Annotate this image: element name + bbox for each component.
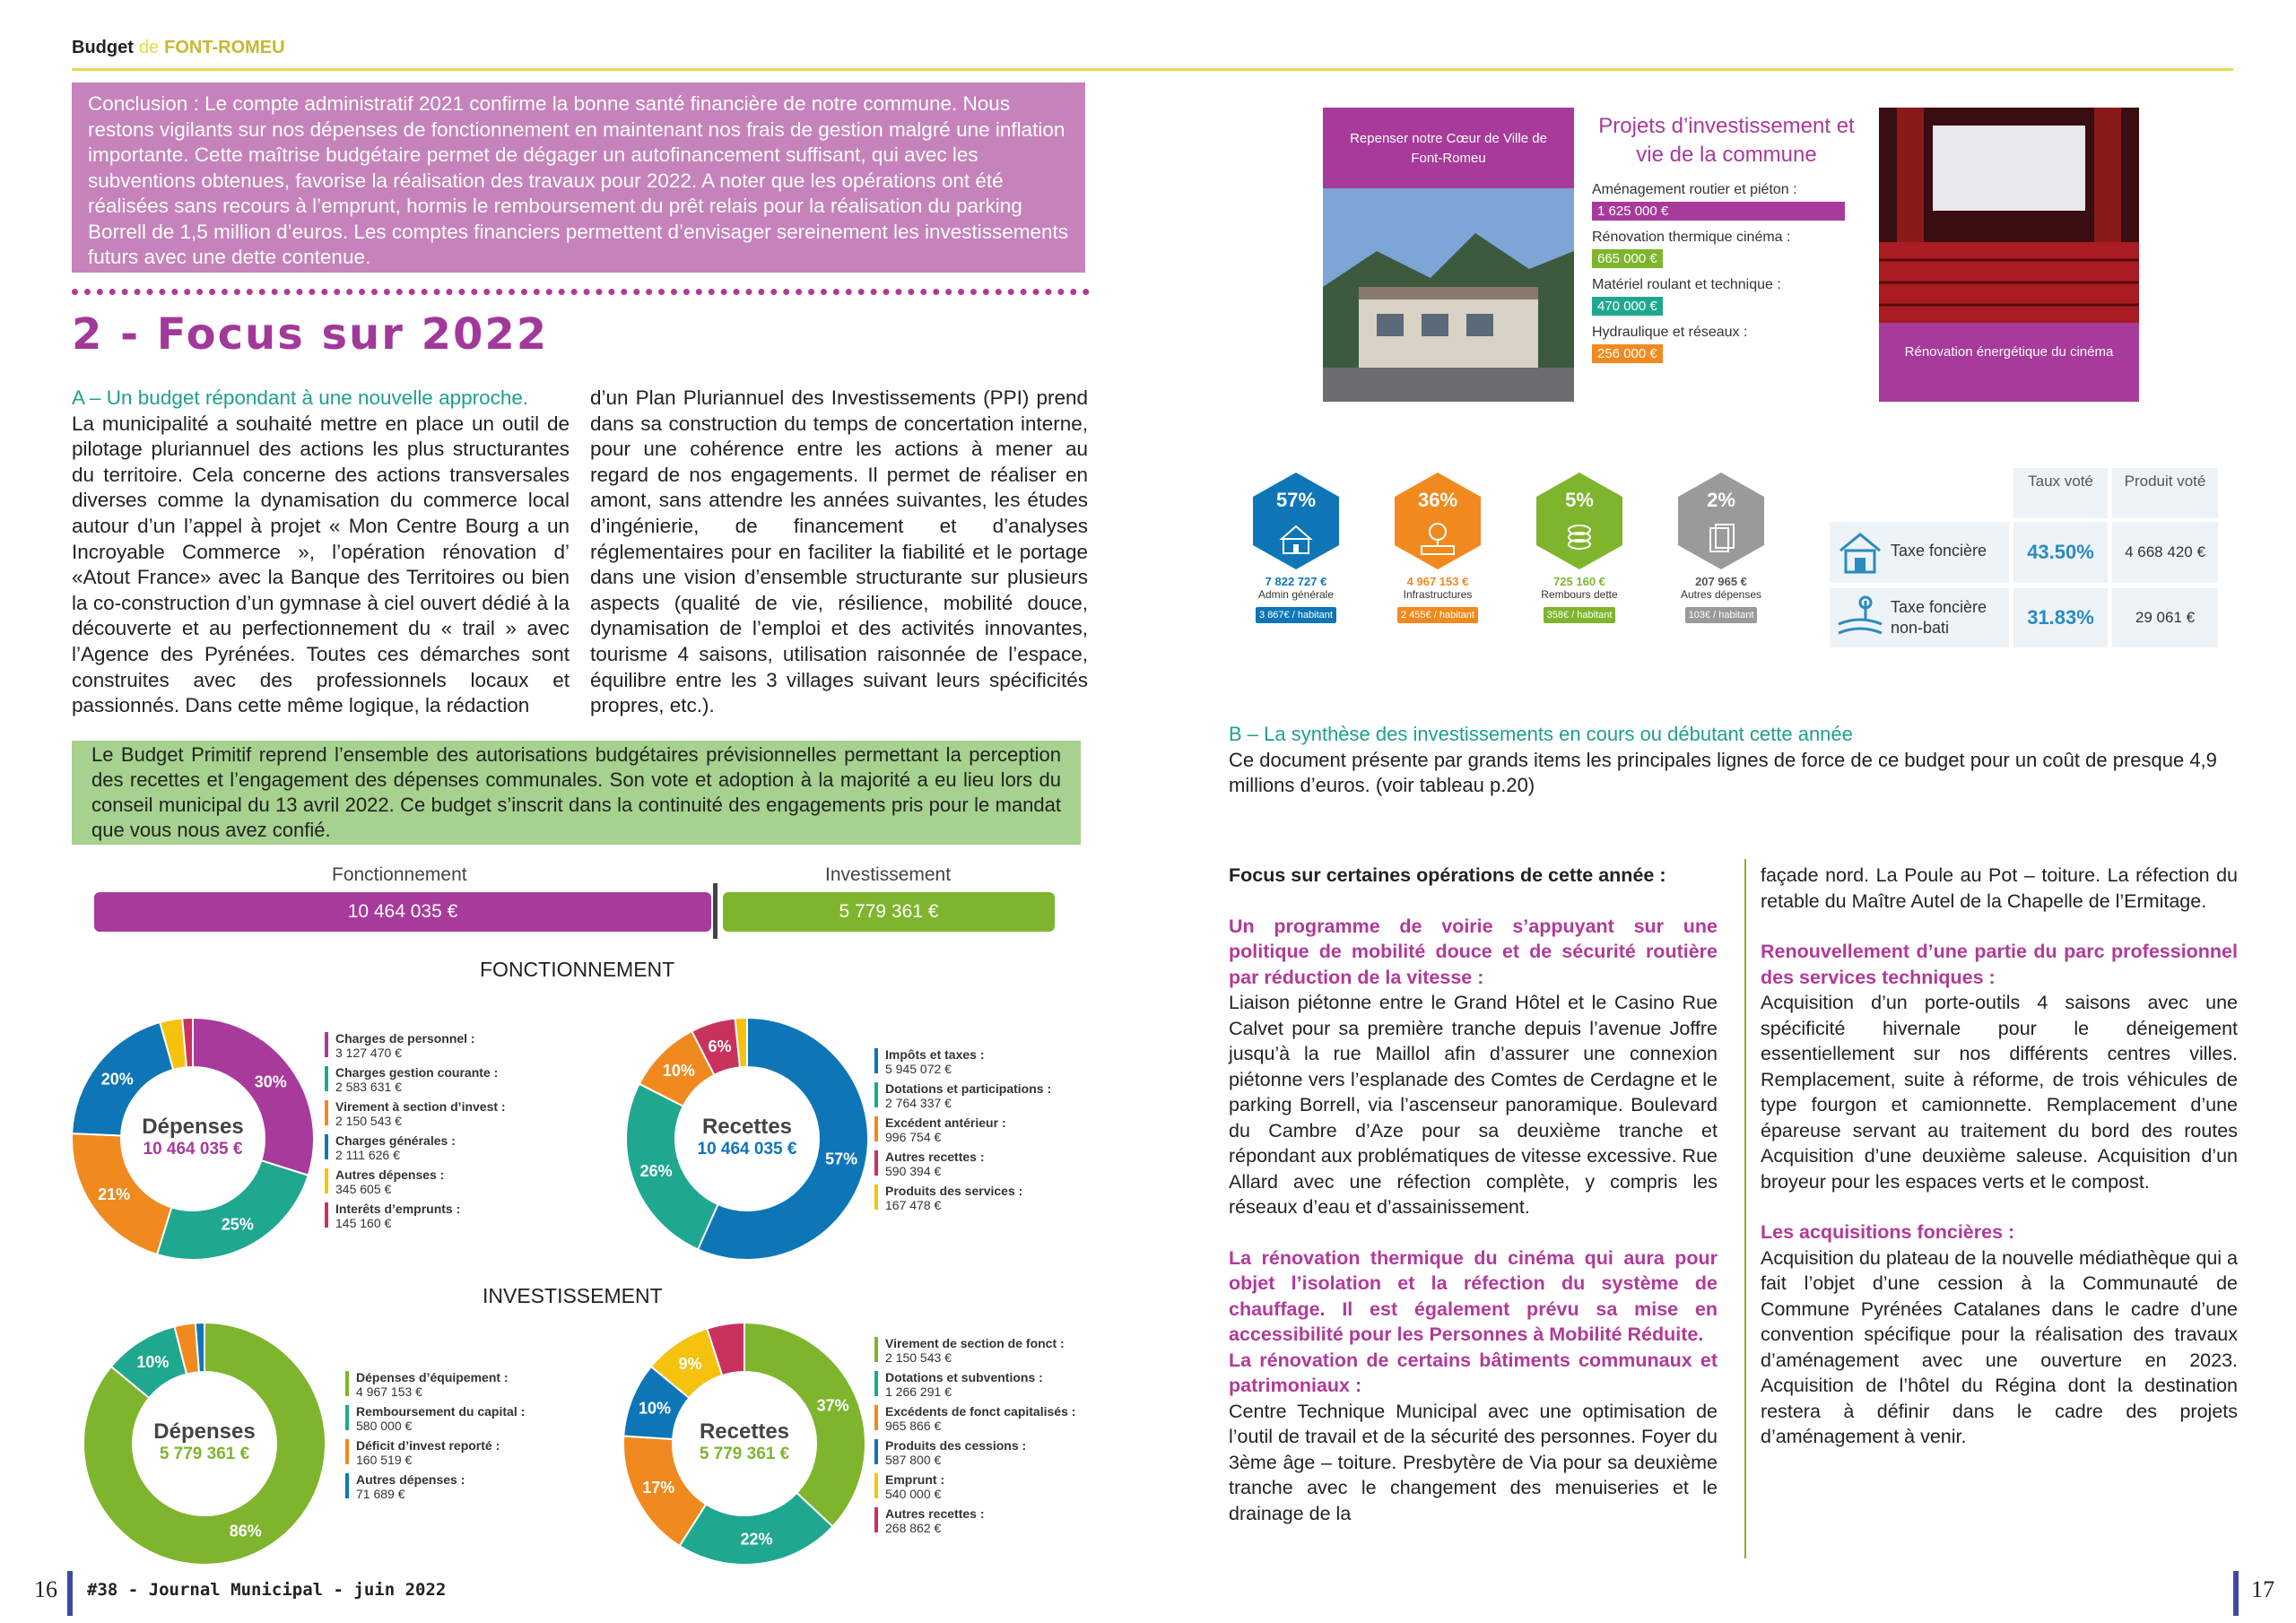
- investissement-title: INVESTISSEMENT: [483, 1284, 663, 1307]
- project-item: [1592, 182, 1861, 221]
- legend-item: [874, 1081, 1090, 1110]
- project-item: [1592, 325, 1861, 363]
- legend-label: Impôts et taxes :: [885, 1047, 985, 1062]
- legend-amount: 587 800 €: [885, 1453, 942, 1467]
- per-habitant-badge: 103€ / habitant: [1685, 607, 1758, 623]
- legend-label: Charges gestion courante :: [335, 1065, 499, 1080]
- focus-cinema-title: La rénovation thermique du cinéma qui aura pour objet l’isolation et la réfection du système de chauffage. Il est également prévu sa mise en accessibilité pour les Personnes à Mobilité Réduite.: [1229, 1246, 1718, 1345]
- header-budget: Budget: [72, 38, 134, 57]
- legend-label: Déficit d’invest reporté :: [356, 1438, 500, 1453]
- page-number-right: 17: [2251, 1576, 2274, 1602]
- legend-item: [325, 1133, 540, 1162]
- legend-amount: 590 394 €: [885, 1164, 942, 1178]
- donut-slice-label: 20%: [100, 1070, 134, 1089]
- legend-fonct-depenses: [325, 1031, 540, 1236]
- page-number-left: 16: [34, 1576, 57, 1602]
- hexagon-pct: 57%: [1275, 489, 1317, 511]
- tax-row-1-name: Taxe foncière: [1891, 542, 1987, 560]
- cinema-caption: Rénovation énergétique du cinéma: [1904, 344, 2114, 360]
- center-total: 10 464 035 €: [143, 1140, 243, 1159]
- legend-label: Autres recettes :: [885, 1150, 985, 1164]
- legend-amount: 4 967 153 €: [356, 1384, 422, 1399]
- tax-col-rate: Taux voté: [2013, 468, 2108, 518]
- coeur-de-ville-caption: Repenser notre Cœur de Ville de Font-Romeu: [1350, 131, 1547, 166]
- donut-slice-label: 6%: [708, 1037, 732, 1055]
- hexagon-amount: 207 965 €: [1695, 575, 1747, 588]
- legend-amount: 580 000 €: [356, 1419, 413, 1433]
- focus-column-2: [1761, 863, 2238, 1450]
- focus-batiments-title: La rénovation de certains bâtiments communaux et patrimoniaux :: [1229, 1349, 1718, 1396]
- part-b-subtitle: B – La synthèse des investissements en cours ou débutant cette année: [1229, 723, 1853, 745]
- header-rule: [72, 68, 2233, 71]
- field-icon: [1835, 594, 1885, 644]
- focus-column-1: [1229, 863, 1718, 1526]
- donut-invest-recettes-center: [668, 1419, 821, 1464]
- donut-slice-label: 9%: [678, 1355, 702, 1374]
- fonct-bar-label: Fonctionnement: [332, 864, 467, 885]
- hexagon-pct: 36%: [1417, 489, 1458, 511]
- donut-slice-label: 57%: [825, 1150, 858, 1168]
- legend-item: [345, 1472, 561, 1501]
- project-item: [1592, 230, 1861, 268]
- legend-amount: 160 519 €: [356, 1453, 413, 1467]
- part-b-text: Ce document présente par grands items les principales lignes de force de ce budget pour un coût de presque 4,9 millions d’euros. (voir tableau p.20): [1229, 748, 2217, 796]
- project-label: Aménagement routier et piéton :: [1592, 182, 1797, 197]
- spending-item: [1521, 471, 1638, 621]
- journal-title: #38 - Journal Municipal - juin 2022: [87, 1580, 447, 1600]
- legend-amount: 2 764 337 €: [885, 1096, 952, 1110]
- legend-label: Interêts d’emprunts :: [335, 1202, 461, 1216]
- hexagon-category: Autres dépenses: [1680, 588, 1762, 601]
- legend-item: [874, 1506, 1094, 1535]
- part-a-column-2: d’un Plan Pluriannuel des Investissements (PPI) prend dans sa construction du temps de concertation interne, pour une cohérence entre les actions à mener au regard de nos engagements. Il permet de réaliser en amont, sans attendre les années suivantes, les études d’ingénierie, de financement et d’analyses réglementaires pour en faciliter la fiabilité et le portage dans une vision d’ensemble structurante sur plusieurs aspects (qualité de vie, résilience, mobilité douce, dynamisation de l’emploi et des activités innovantes, tourisme 4 saisons, utilisation raisonnée de l’espace, équilibre entre les 3 villages suivant leurs spécificités propres, etc.).: [590, 386, 1088, 717]
- house-icon: [1835, 527, 1885, 577]
- tax-row-1-product: 4 668 420 €: [2112, 522, 2218, 583]
- donut-slice-label: 30%: [254, 1072, 287, 1091]
- center-total: 5 779 361 €: [159, 1445, 250, 1463]
- donut-slice-label: 22%: [740, 1530, 773, 1549]
- tax-row-2-name-cell: [1830, 588, 2009, 647]
- donut-slice-label: 26%: [639, 1161, 673, 1180]
- spending-item: [1663, 471, 1779, 621]
- dotted-divider: [72, 289, 1090, 295]
- fonctionnement-title: FONCTIONNEMENT: [480, 958, 675, 981]
- hexagon-category: Admin générale: [1257, 588, 1335, 601]
- donut-slice-label: 17%: [642, 1478, 675, 1497]
- projects-title: Projets d’investissement et vie de la commune: [1598, 114, 1855, 167]
- part-a-column-1: [72, 386, 570, 719]
- donut-fonct-depenses-center: [117, 1115, 269, 1159]
- legend-label: Excédents de fonct capitalisés :: [885, 1404, 1076, 1419]
- legend-item: [325, 1065, 540, 1094]
- legend-item: [325, 1167, 540, 1196]
- part-a-subtitle: A – Un budget répondant à une nouvelle approche.: [72, 386, 529, 409]
- legend-amount: 2 150 543 €: [885, 1350, 952, 1365]
- town-photo: [1323, 188, 1574, 402]
- tax-row-1-rate: 43.50%: [2013, 522, 2108, 583]
- footer-bar-left: [67, 1571, 73, 1616]
- donut-slice-label: 21%: [98, 1185, 131, 1203]
- donut-slice-label: 10%: [639, 1399, 672, 1418]
- donut-slice-label: 37%: [816, 1396, 849, 1415]
- legend-label: Produits des services :: [885, 1184, 1023, 1198]
- spending-item: [1379, 471, 1496, 621]
- center-title: Dépenses: [142, 1115, 244, 1139]
- bar-separator: [713, 883, 718, 939]
- per-habitant-badge: 2 455€ / habitant: [1397, 607, 1478, 623]
- project-amount: 470 000 €: [1592, 297, 1663, 316]
- footer-bar-right: [2233, 1571, 2239, 1616]
- center-title: Recettes: [701, 1115, 793, 1139]
- legend-amount: 2 111 626 €: [335, 1148, 400, 1162]
- project-amount: 256 000 €: [1592, 344, 1663, 363]
- hexagon-amount: 725 160 €: [1553, 575, 1605, 588]
- legend-label: Autres dépenses :: [335, 1167, 445, 1182]
- projects-items: [1592, 182, 1861, 363]
- project-amount: 1 625 000 €: [1592, 202, 1845, 221]
- legend-amount: 1 266 291 €: [885, 1384, 952, 1399]
- focus-voirie-title: Un programme de voirie s’appuyant sur une politique de mobilité douce et de sécurité routière par réduction de la vitesse :: [1229, 915, 1718, 988]
- legend-item: [874, 1184, 1090, 1212]
- project-label: Hydraulique et réseaux :: [1592, 325, 1748, 340]
- legend-amount: 345 605 €: [335, 1182, 392, 1196]
- section-title-text: 2 - Focus sur 2022: [72, 309, 549, 360]
- legend-item: [345, 1370, 561, 1399]
- fonct-total-bar: 10 464 035 €: [94, 892, 711, 932]
- legend-item: [874, 1336, 1094, 1365]
- tax-row-1-name-cell: [1830, 522, 2009, 583]
- legend-label: Dépenses d’équipement :: [356, 1370, 509, 1384]
- legend-item: [325, 1031, 540, 1060]
- center-title: Dépenses: [153, 1419, 256, 1444]
- legend-invest-recettes: [874, 1336, 1094, 1541]
- hexagon-shape: [1238, 471, 1354, 571]
- legend-item: [874, 1150, 1090, 1178]
- center-title: Recettes: [699, 1419, 790, 1444]
- tax-row-2-product: 29 061 €: [2112, 588, 2218, 647]
- conclusion-box: Conclusion : Le compte administratif 2021 confirme la bonne santé financière de notre commune. Nous restons vigilants sur nos dépenses de fonctionnement en maintenant nos frais de gestion malgré une inflation importante. Cette maîtrise budgétaire permet de dégager un autofinancement suffisant, qui avec les subventions obtenues, favorise la réalisation des travaux pour 2022. A noter que les opérations ont été réalisées sans recours à l’emprunt, hormis le remboursement du prêt relais pour la réalisation du parking Borrell de 1,5 million d’euros. Les comptes financiers permettent d’envisager sereinement les investissements futurs avec une dette contenue.: [72, 82, 1085, 273]
- cinema-panel: [1879, 108, 2139, 402]
- legend-item: [345, 1404, 561, 1433]
- legend-amount: 996 754 €: [885, 1130, 942, 1144]
- legend-label: Produits des cessions :: [885, 1438, 1027, 1453]
- column-divider: [1744, 859, 1746, 1558]
- focus-parc-body: Acquisition d’un porte-outils 4 saisons avec une spécificité hivernale pour le déneigement essentiellement sur nos différents centres villes. Remplacement, suite à réforme, de trois véhicules de type fourgon et camionnette. Remplacement d’une épareuse servant au traitement du bord des routes Acquisition d’une deuxième saleuse. Acquisition d’un broyeur pour les espaces verts et le compost.: [1761, 992, 2238, 1193]
- legend-amount: 3 127 470 €: [335, 1046, 402, 1060]
- hexagon-shape: [1379, 471, 1496, 571]
- donut-slice-label: 10%: [662, 1062, 695, 1081]
- legend-label: Dotations et participations :: [885, 1081, 1052, 1096]
- cinema-photo: [1879, 108, 2139, 323]
- invest-bar-label: Investissement: [825, 864, 952, 885]
- focus-parc-title: Renouvellement d’une partie du parc professionnel des services techniques :: [1761, 941, 2238, 988]
- focus-voirie-body: Liaison piétonne entre le Grand Hôtel et le Casino Rue Calvet pour sa première tranche depuis l’avenue Joffre jusqu’à la rue Maillol afin d’assurer une connexion piétonne vers l’esplanade des Comtes de Cerdagne et le parking Borrell, via l’ascenseur panoramique. Boulevard du Cambre d’Aze pour sa deuxième tranche et répondant aux problématiques de vitesse excessive. Rue Allard avec une réfection complète, y compris les réseaux d’eau et d’assainissement.: [1229, 992, 1718, 1218]
- legend-amount: 540 000 €: [885, 1487, 942, 1501]
- legend-amount: 2 150 543 €: [335, 1114, 402, 1128]
- project-item: [1592, 277, 1861, 316]
- hexagon-category: Rembours dette: [1541, 588, 1618, 601]
- legend-item: [874, 1438, 1094, 1467]
- hexagon-shape: [1663, 471, 1779, 571]
- projects-list: [1592, 112, 1861, 399]
- legend-item: [874, 1472, 1094, 1501]
- donut-invest-depenses-center: [128, 1419, 281, 1464]
- legend-item: [874, 1404, 1094, 1433]
- focus-batiments-body: Centre Technique Municipal avec une optimisation de l’outil de travail et de la sécurité des personnes. Foyer du 3ème âge – toiture. Presbytère de Via pour sa deuxième tranche avec le changement des menuiseries et le drainage de la: [1229, 1400, 1718, 1524]
- legend-label: Virement de section de fonct :: [885, 1336, 1065, 1350]
- running-header: [72, 38, 285, 58]
- hexagon-amount: 7 822 727 €: [1265, 575, 1327, 588]
- legend-item: [874, 1047, 1090, 1076]
- invest-total-bar: 5 779 361 €: [723, 892, 1055, 932]
- legend-label: Virement à section d’invest :: [335, 1099, 506, 1114]
- focus-foncier-title: Les acquisitions foncières :: [1761, 1221, 2015, 1243]
- legend-amount: 268 862 €: [885, 1521, 942, 1535]
- legend-fonct-recettes: [874, 1047, 1090, 1218]
- legend-label: Excédent antérieur :: [885, 1115, 1006, 1130]
- hexagon-shape: [1521, 471, 1638, 571]
- spending-breakdown: [1238, 471, 1794, 641]
- header-de: de: [138, 38, 160, 57]
- donut-slice-label: 10%: [136, 1353, 170, 1372]
- project-label: Matériel roulant et technique :: [1592, 277, 1781, 292]
- legend-label: Charges générales :: [335, 1133, 456, 1148]
- hexagon-pct: 5%: [1565, 489, 1594, 511]
- donut-fonct-recettes-center: [671, 1115, 823, 1159]
- legend-label: Emprunt :: [885, 1472, 945, 1487]
- legend-item: [345, 1438, 561, 1467]
- legend-label: Dotations et subventions :: [885, 1370, 1043, 1384]
- focus-col2-intro: façade nord. La Poule au Pot – toiture. La réfection du retable du Maître Autel de la Chapelle de l’Ermitage.: [1761, 864, 2238, 912]
- legend-item: [325, 1202, 540, 1230]
- legend-amount: 2 583 631 €: [335, 1080, 402, 1094]
- center-total: 5 779 361 €: [699, 1445, 790, 1463]
- spending-item: [1238, 471, 1354, 621]
- center-total: 10 464 035 €: [697, 1140, 797, 1159]
- tax-row-2-rate: 31.83%: [2013, 588, 2108, 647]
- per-habitant-badge: 358€ / habitant: [1544, 607, 1616, 623]
- legend-amount: 5 945 072 €: [885, 1062, 952, 1076]
- legend-amount: 145 160 €: [335, 1216, 392, 1230]
- focus-foncier-body: Acquisition du plateau de la nouvelle médiathèque qui a fait l’objet d’une cession à la Communauté de Commune Pyrénées Catalanes dans le cadre d’une convention spécifique pour la réalisation des travaux d’aménagement avec une ouverture en 2023. Acquisition de l’hôtel du Régina dont la destination restera à définir dans le cadre des projets d’aménagement à venir.: [1761, 1246, 2238, 1447]
- project-amount: 665 000 €: [1592, 249, 1663, 268]
- section-title: [72, 309, 548, 360]
- part-b: [1229, 722, 2238, 799]
- legend-item: [325, 1099, 540, 1128]
- legend-invest-depenses: [345, 1370, 561, 1506]
- header-city: FONT-ROMEU: [164, 38, 285, 57]
- focus-heading: Focus sur certaines opérations de cette année :: [1229, 864, 1666, 886]
- donut-slice: [157, 1160, 309, 1260]
- tax-col-product: Produit voté: [2112, 468, 2218, 518]
- coeur-de-ville-panel: [1323, 108, 1574, 402]
- part-a-text-1: La municipalité a souhaité mettre en place un outil de pilotage pluriannuel des actions les plus structurantes du territoire. Cela concerne des actions transversales diverses comme la dynamisation du commerce local autour d’un l’appel à projet « Mon Centre Bourg a un Incroyable Commerce », l’opération rénovation d’ «Atout France» avec la Banque des Territoires ou bien la co-construction d’un gymnase à ciel ouvert dédié à la découverte et au perfectionnement du « trail » avec l’Agence des Pyrénées. Toutes ces démarches sont construites avec des professionnels locaux et passionnés. Dans cette même logique, la rédaction: [72, 412, 570, 717]
- legend-label: Remboursement du capital :: [356, 1404, 526, 1419]
- hexagon-pct: 2%: [1707, 489, 1735, 511]
- legend-label: Autres recettes :: [885, 1506, 985, 1521]
- donut-slice-label: 86%: [229, 1522, 262, 1541]
- budget-primitif-box: Le Budget Primitif reprend l’ensemble des autorisations budgétaires prévisionnelles permettant la perception des recettes et l’engagement des dépenses communales. Son vote et adoption à la majorité a eu lieu lors du conseil municipal du 13 avril 2022. Ce budget s’inscrit dans la continuité des engagements pris pour le mandat que vous nous avez confié.: [72, 741, 1081, 845]
- legend-label: Charges de personnel :: [335, 1031, 475, 1046]
- legend-label: Autres dépenses :: [356, 1472, 465, 1487]
- hexagon-category: Infrastructures: [1403, 588, 1473, 601]
- project-label: Rénovation thermique cinéma :: [1592, 230, 1791, 245]
- tax-row-2-name: Taxe foncière non-bati: [1891, 598, 1987, 637]
- donut-slice-label: 25%: [221, 1215, 254, 1234]
- legend-amount: 965 866 €: [885, 1419, 942, 1433]
- legend-amount: 167 478 €: [885, 1198, 942, 1212]
- legend-amount: 71 689 €: [356, 1487, 405, 1501]
- tax-table: [1830, 468, 2233, 647]
- per-habitant-badge: 3 867€ / habitant: [1256, 607, 1336, 623]
- legend-item: [874, 1115, 1090, 1144]
- legend-item: [874, 1370, 1094, 1399]
- hexagon-amount: 4 967 153 €: [1406, 575, 1469, 588]
